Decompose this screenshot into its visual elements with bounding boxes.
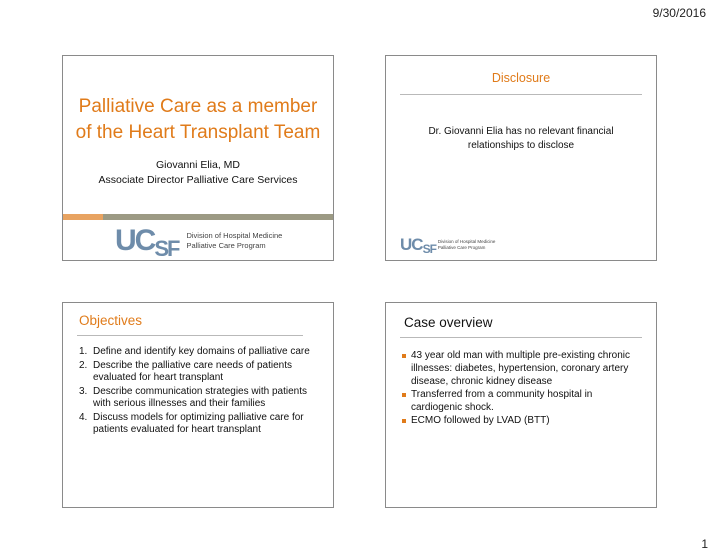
case-bullets	[402, 349, 642, 427]
list-item	[79, 412, 325, 437]
bullet-icon	[402, 349, 411, 388]
disclosure-body	[406, 125, 636, 153]
disclosure-line-1: Dr. Giovanni Elia has no relevant financial	[428, 126, 614, 137]
slide-objectives	[62, 302, 334, 508]
disclosure-title: Disclosure	[491, 71, 551, 85]
title-divider	[400, 94, 642, 95]
objectives-list	[79, 346, 325, 438]
slide-case-overview	[385, 302, 657, 508]
item-number: 4.	[79, 411, 88, 423]
title-line-1: Palliative Care as a member	[78, 96, 318, 117]
logo-division: Division of Hospital Medicine	[437, 238, 496, 244]
item-number: 2.	[79, 359, 88, 371]
objectives-title: Objectives	[79, 313, 143, 328]
item-text: Describe the palliative care needs of patients evaluated for heart transplant	[93, 359, 293, 383]
bullet-icon	[402, 388, 411, 414]
logo-uc: UC	[400, 235, 423, 254]
bullet-text: Transferred from a community hospital in cardiogenic shock.	[411, 389, 593, 413]
presenter-role: Associate Director Palliative Care Services	[98, 174, 298, 186]
presentation-title	[63, 94, 333, 146]
bullet-text: ECMO followed by LVAD (BTT)	[411, 415, 550, 426]
item-text: Define and identify key domains of palliative care	[93, 346, 310, 357]
list-item	[79, 386, 325, 411]
accent-bar-orange	[63, 214, 103, 220]
bullet-icon	[402, 414, 411, 427]
ucsf-logo	[115, 224, 283, 261]
logo-division: Division of Hospital Medicine	[186, 231, 283, 240]
logo-uc: UC	[115, 224, 155, 257]
list-item	[79, 360, 325, 385]
item-number: 3.	[79, 385, 88, 397]
item-text: Describe communication strategies with patients with serious illnesses and their families	[93, 385, 307, 409]
bullet-text: 43 year old man with multiple pre-existing chronic illnesses: diabetes, hypertension, coronary artery disease, chronic kidney disease	[411, 350, 630, 387]
logo-text	[438, 239, 496, 251]
accent-bar-gray	[103, 214, 333, 220]
title-divider	[400, 337, 642, 338]
logo-sf: SF	[154, 236, 179, 261]
slide-title	[62, 55, 334, 261]
slide-disclosure	[385, 55, 657, 261]
logo-sf: SF	[422, 242, 436, 256]
title-divider	[77, 335, 303, 336]
presenter-name: Giovanni Elia, MD	[155, 159, 241, 171]
list-item	[402, 388, 642, 414]
ucsf-logo-mark	[400, 235, 436, 256]
logo-program: Palliative Care Program	[437, 244, 486, 250]
list-item	[402, 414, 642, 427]
title-line-2: of the Heart Transplant Team	[75, 122, 321, 143]
list-item	[79, 346, 325, 359]
item-text: Discuss models for optimizing palliative care for patients evaluated for heart transplant	[93, 411, 304, 435]
page-number: 1	[701, 537, 708, 551]
presenter-block	[63, 158, 333, 188]
logo-program: Palliative Care Program	[186, 241, 266, 250]
ucsf-logo-mark	[115, 224, 179, 261]
case-overview-title: Case overview	[404, 315, 493, 330]
logo-text	[186, 231, 282, 251]
ucsf-logo-small	[400, 235, 496, 256]
disclosure-line-2: relationships to disclose	[467, 140, 575, 151]
page-date: 9/30/2016	[652, 6, 706, 20]
item-number: 1.	[79, 346, 88, 357]
list-item	[402, 349, 642, 388]
